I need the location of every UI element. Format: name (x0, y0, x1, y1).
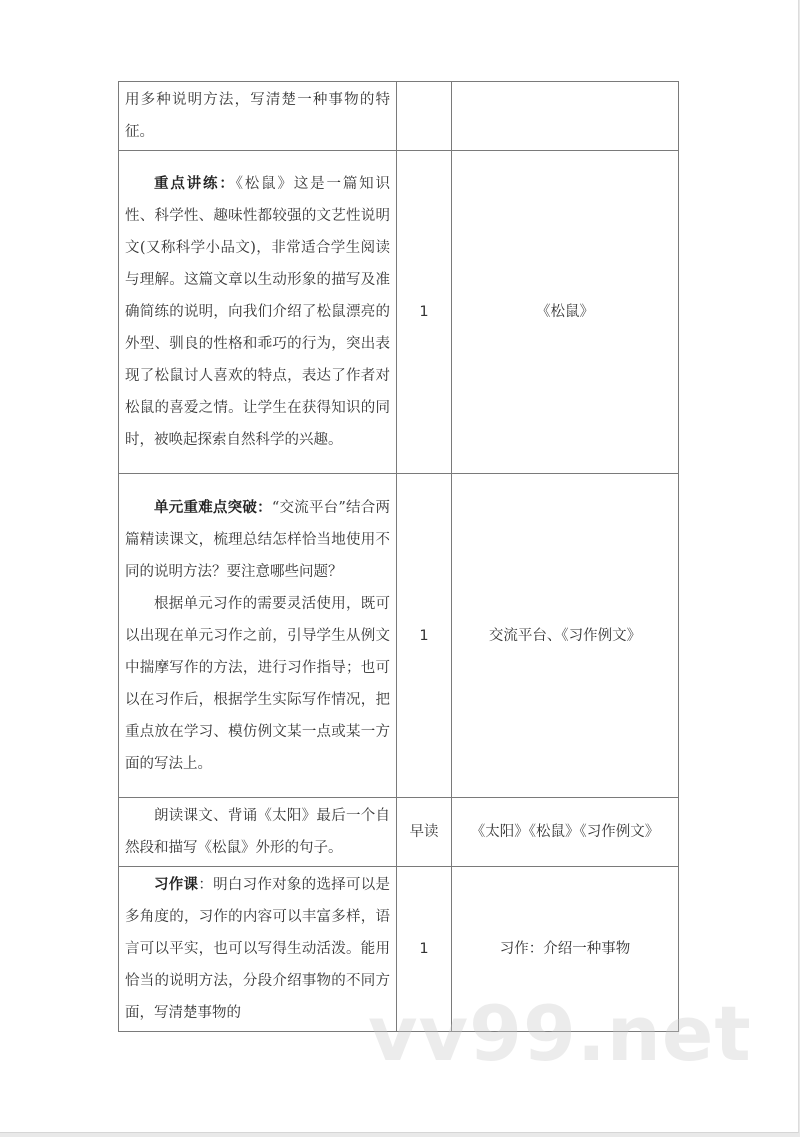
hours-cell: 1 (397, 867, 452, 1032)
table-row (119, 867, 679, 1032)
description-paragraph (125, 800, 390, 864)
content-cell (452, 82, 679, 151)
content-cell: 交流平台、《习作例文》 (452, 474, 679, 798)
description-cell (119, 82, 397, 151)
section-heading: 单元重难点突破： (154, 498, 272, 516)
description-paragraph (125, 492, 390, 588)
description-cell (119, 798, 397, 867)
description-text: “交流平台”结合两篇精读课文，梳理总结怎样恰当地使用不同的说明方法？要注意哪些问题？ (125, 499, 391, 580)
description-text: 《松鼠》这是一篇知识性、科学性、趣味性都较强的文艺性说明文(又称科学小品文)，非常适合学生阅读与理解。这篇文章以生动形象的描写及准确简练的说明，向我们介绍了松鼠漂亮的外型、驯良的性格和乖巧的行为，突出表现了松鼠讨人喜欢的特点，表达了作者对松鼠的喜爱之情。让学生在获得知识的同时，被唤起探索自然科学的兴趣。 (125, 176, 391, 448)
section-heading: 习作课 (154, 876, 199, 893)
table-row (119, 82, 679, 151)
watermark: vv99.net (368, 989, 752, 1078)
description-paragraph (125, 588, 390, 780)
content-cell: 《松鼠》 (452, 151, 679, 474)
hours-cell: 1 (397, 151, 452, 474)
description-cell (119, 151, 397, 474)
content-cell: 习作：介绍一种事物 (452, 867, 679, 1032)
description-text: 朗读课文、背诵《太阳》最后一个自然段和描写《松鼠》外形的句子。 (125, 808, 390, 856)
lesson-plan-table (118, 81, 679, 1032)
hours-cell: 1 (397, 474, 452, 798)
table-row (119, 151, 679, 474)
description-cell (119, 474, 397, 798)
table-row (119, 798, 679, 867)
description-text: 根据单元习作的需要灵活使用，既可以出现在单元习作之前，引导学生从例文中揣摩写作的方法，进行习作指导；也可以在习作后，根据学生实际写作情况，把重点放在学习、模仿例文某一点或某一方面的写法上。 (125, 595, 390, 772)
description-paragraph (125, 168, 390, 456)
hours-cell: 早读 (397, 798, 452, 867)
content-cell: 《太阳》《松鼠》《习作例文》 (452, 798, 679, 867)
table-row (119, 474, 679, 798)
description-paragraph (125, 84, 390, 148)
description-cell (119, 867, 397, 1032)
hours-cell (397, 82, 452, 151)
description-text: ：明白习作对象的选择可以是多角度的，习作的内容可以丰富多样，语言可以平实，也可以写得生动活泼。能用恰当的说明方法，分段介绍事物的不同方面，写清楚事物的 (125, 877, 391, 1021)
section-heading: 重点讲练： (154, 175, 236, 192)
description-text: 用多种说明方法，写清楚一种事物的特征。 (125, 92, 390, 140)
description-paragraph (125, 869, 390, 1029)
